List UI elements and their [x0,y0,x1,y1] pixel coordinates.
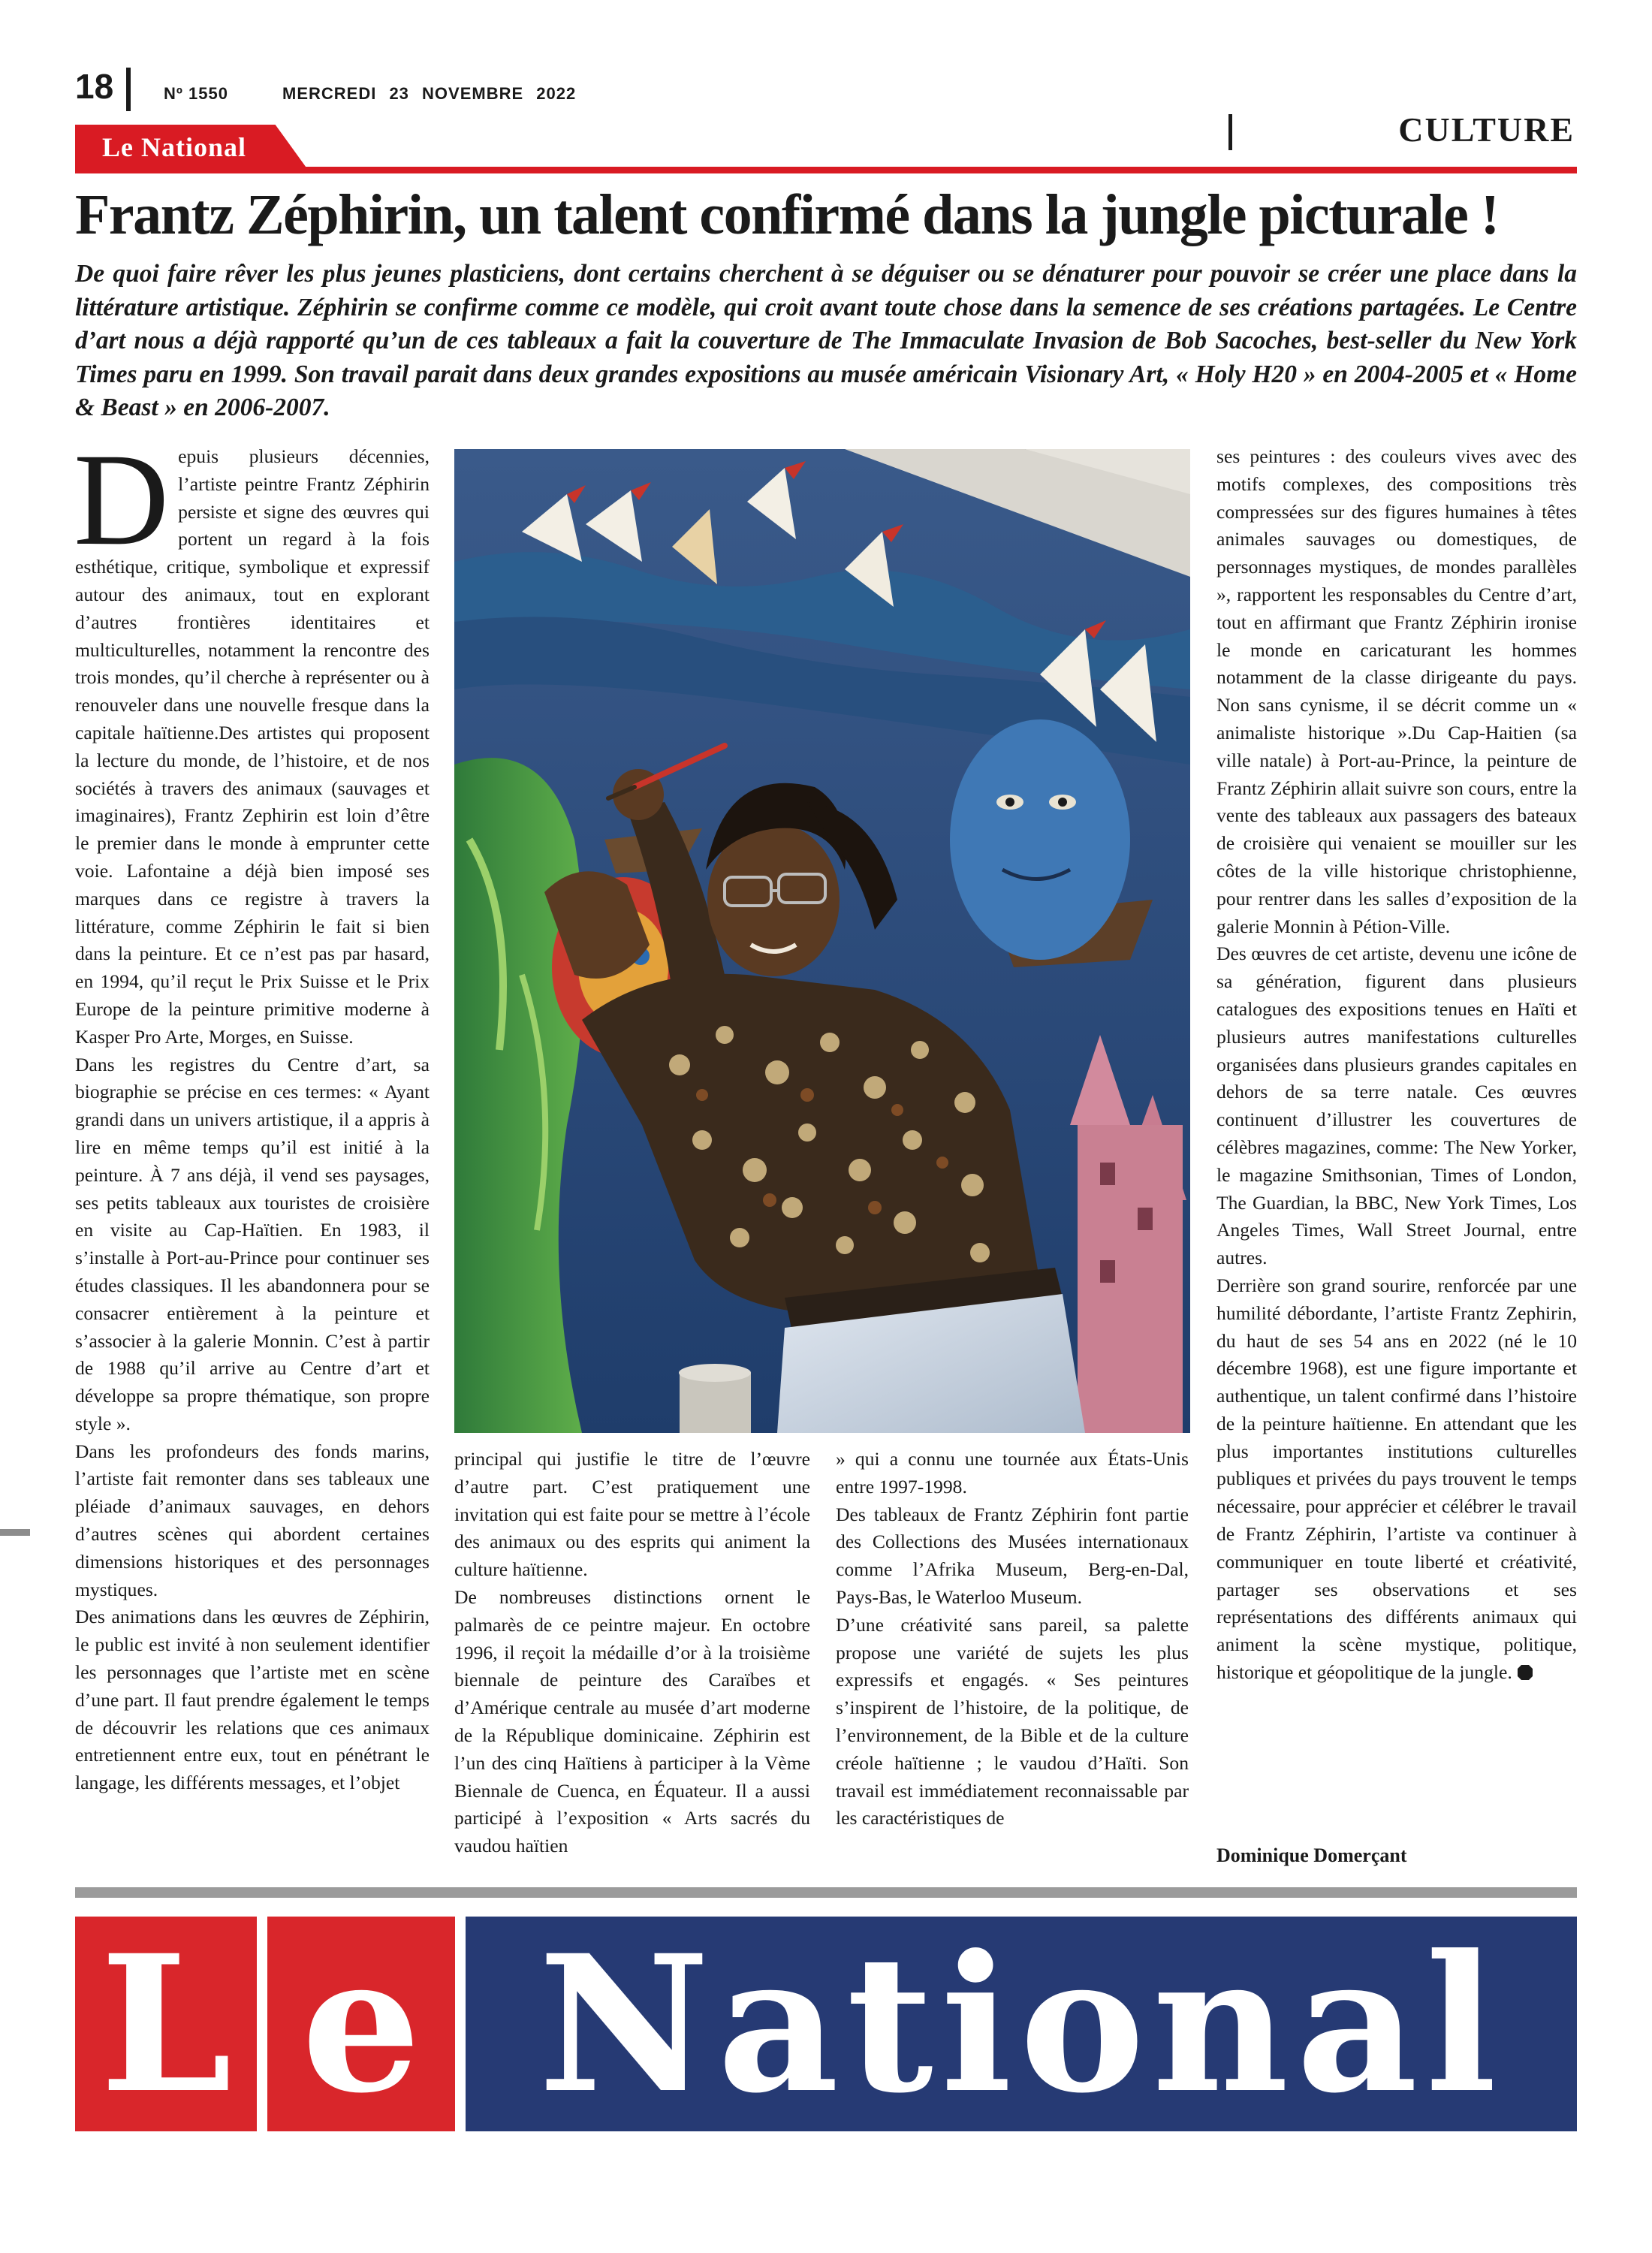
author-byline: Dominique Domerçant [1216,1844,1407,1866]
paragraph: Dans les profondeurs des fonds marins, l’artiste fait remonter dans ses tableaux une pléiade d’animaux sauvages, en dehors d’autres scènes qui abordent certaines dimensions historiques et des personnages mystiques. [75,1440,430,1600]
end-mark-icon [1517,1664,1533,1681]
page-number-divider [126,68,131,111]
article-headline: Frantz Zéphirin, un talent confirmé dans la jungle picturale ! [75,183,1499,246]
paragraph: Des tableaux de Frantz Zéphirin font partie des Collections des Musées internationaux comme l’Afrika Museum, Berg-en-Dal, Pays-Bas, le Waterloo Museum. [836,1503,1189,1608]
paragraph: principal qui justifie le titre de l’œuvre d’autre part. C’est pratiquement une invitation qui est faite pour se mettre à l’école des animaux ou des esprits qui animent la culture haïtienne. [454,1448,810,1581]
section-title: CULTURE [1398,110,1575,149]
paragraph: » qui a connu une tournée aux États-Unis entre 1997-1998. [836,1448,1189,1497]
section-divider [1228,114,1232,150]
artist-painting-mural-image [454,449,1190,1433]
article-column-1 [74,427,430,1797]
paragraph: De nombreuses distinctions ornent le palmarès de ce peintre majeur. En octobre 1996, il reçoit la médaille d’or à la troisième biennale de peinture des Caraïbes et d’Amérique centrale au musée d’art moderne de la République dominicaine. Zéphirin est l’un des cinq Haïtiens à participer à la Vème Biennale de Cuenca, en Équateur. Il a aussi participé à l’exposition « Arts sacrés du vaudou haïtien [454,1585,810,1857]
article-column-4 [1216,443,1577,1687]
logo-letter-e: e [301,1914,421,2134]
header-rule [75,167,1577,173]
paragraph: ses peintures : des couleurs vives avec des motifs complexes, des compositions très compressées sur des figures humaines à têtes animales sauvages ou domestiques, de personnages mystiques, de mondes parallèles », rapportent les responsables du Centre d’art, tout en affirmant que Frantz Zéphirin ironise le monde en caricaturant les hommes notamment de la classe dirigeante du pays. Non sans cynisme, il se décrit comme un « animaliste historique ».Du Cap-Haitien (sa ville natale) à Port-au-Prince, la peinture de Frantz Zéphirin allait suivre son cours, entre la vente des tableaux aux passagers des bateaux de croisière qui venaient se mouiller sur les côtes de la ville historique christophienne, pour rentrer dans les salles d’exposition de la galerie Monnin à Pétion-Ville. [1216,445,1577,937]
page-edge-mark [0,1529,30,1536]
logo-word-national: National [538,1914,1505,2134]
paragraph: Des animations dans les œuvres de Zéphirin, le public est invité à non seulement identifier les personnages que l’artiste met en scène d’une part. Il faut prendre également le temps de découvrir les relations que ces animaux entretiennent entre eux, tout en pénétrant le langage, les différents messages, et l’objet [75,1606,430,1794]
article-lead: De quoi faire rêver les plus jeunes plasticiens, dont certains cherchent à se déguiser ou se dénaturer pour pouvoir se créer une place dans la littérature artistique. Zéphirin se confirme comme ce modèle, qui croit avant toute chose dans la semence de ses créations partagées. Le Centre d’art nous a déjà rapporté qu’un de ces tableaux a fait la couverture de The Immaculate Invasion de Bob Sacoches, best-seller du New York Times paru en 1999. Son travail parait dans deux grandes expositions au musée américain Visionary Art, « Holy H20 » en 2004-2005 et « Home & Beast » en 2006-2007. [75,260,1577,421]
paragraph-text: Derrière son grand sourire, renforcée par une humilité débordante, l’artiste Frantz Zephirin, du haut de ses 54 ans en 2022 (né le 10 décembre 1968), est une figure importante et authentique, un talent confirmé dans l’histoire de la peinture haïtienne. En attendant que les plus importantes institutions culturelles publiques et privées du pays trouvent le temps nécessaire, pour apprécier et célébrer le travail de Frantz Zéphirin, l’artiste va continuer à communiquer en toute liberté et créativité, partager ses observations et ses représentations des différents animaux qui animent la scène mystique, politique, historique et géopolitique de la jungle. [1216,1274,1577,1684]
paragraph: Des œuvres de cet artiste, devenu une icône de sa génération, figurent dans plusieurs catalogues des expositions tenues en Haïti et plusieurs autres manifestations culturelles organisées dans plusieurs grandes capitales en dehors de sa terre natale. Ces œuvres continuent d’illustrer les couvertures de célèbres magazines, comme: The New Yorker, le magazine Smithsonian, Times of London, The Guardian, la BBC, New York Times, Los Angeles Times, Wall Street Journal, entre autres. [1216,943,1577,1269]
publication-date: MERCREDI 23 NOVEMBRE 2022 [282,84,577,103]
article-column-2 [454,1446,810,1860]
logo-block-e [267,1914,455,2134]
logo-letter-l: L [100,1914,232,2134]
paragraph: Dans les registres du Centre d’art, sa biographie se précise en ces termes: « Ayant grandi dans un univers artistique, il a appris à lire en même temps qu’il est initié à la peinture. À 7 ans déjà, il vend ses paysages, ses petits tableaux aux touristes de croisière en visite au Cap-Haïtien. En 1983, il s’installe à Port-au-Prince pour continuer ses études classiques. Il les abandonnera pour se consacrer entièrement à la peinture et s’associer à la galerie Monnin. C’est à partir de 1988 qu’il arrive au Centre d’art et développe sa propre thématique, son propre style ». [75,1053,430,1434]
drop-cap: D [74,427,170,573]
paragraph [1216,1272,1577,1687]
brand-tag-label: Le National [102,132,247,162]
paragraph: epuis plusieurs décennies, l’artiste peintre Frantz Zéphirin persiste et signe des œuvres qui portent un regard à la fois esthétique, critique, symbolique et expressif autour des animaux, tout en explorant d’autres frontières identitaires et multiculturelles, notamment la rencontre des trois mondes, qu’il cherche à représenter ou à renouveler dans une nouvelle fresque dans la capitale haïtienne.Des artistes qui proposent la lecture du monde, de l’histoire, et de nos sociétés à travers des animaux (sauvages et imaginaires), Frantz Zephirin est loin d’être le premier dans le monde à emprunter cette voie. Lafontaine a déjà bien imposé ses marques dans ce registre à travers la littérature, comme Zéphirin le fait si bien dans la peinture. Et ce n’est pas par hasard, en 1994, qu’il reçut le Prix Suisse et le Prix Europe de la peinture primitive moderne à Kasper Pro Arte, Morges, en Suisse. [75,445,430,1048]
artist-photo [454,449,1190,1433]
paragraph: D’une créativité sans pareil, sa palette propose une variété de sujets les plus expressifs et engagés. « Ses peintures s’inspirent de l’histoire, de la politique, de l’environnement, de la Bible et de la culture créole haïtienne ; le vaudou d’Haïti. Son travail est immédiatement reconnaissable par les caractéristiques de [836,1613,1189,1829]
logo-block-national [466,1914,1577,2134]
logo-block-l [75,1914,257,2134]
footer-rule [75,1887,1577,1898]
article-column-3 [836,1446,1189,1832]
page-number: 18 [75,67,114,106]
issue-number: Nº 1550 [164,84,228,103]
